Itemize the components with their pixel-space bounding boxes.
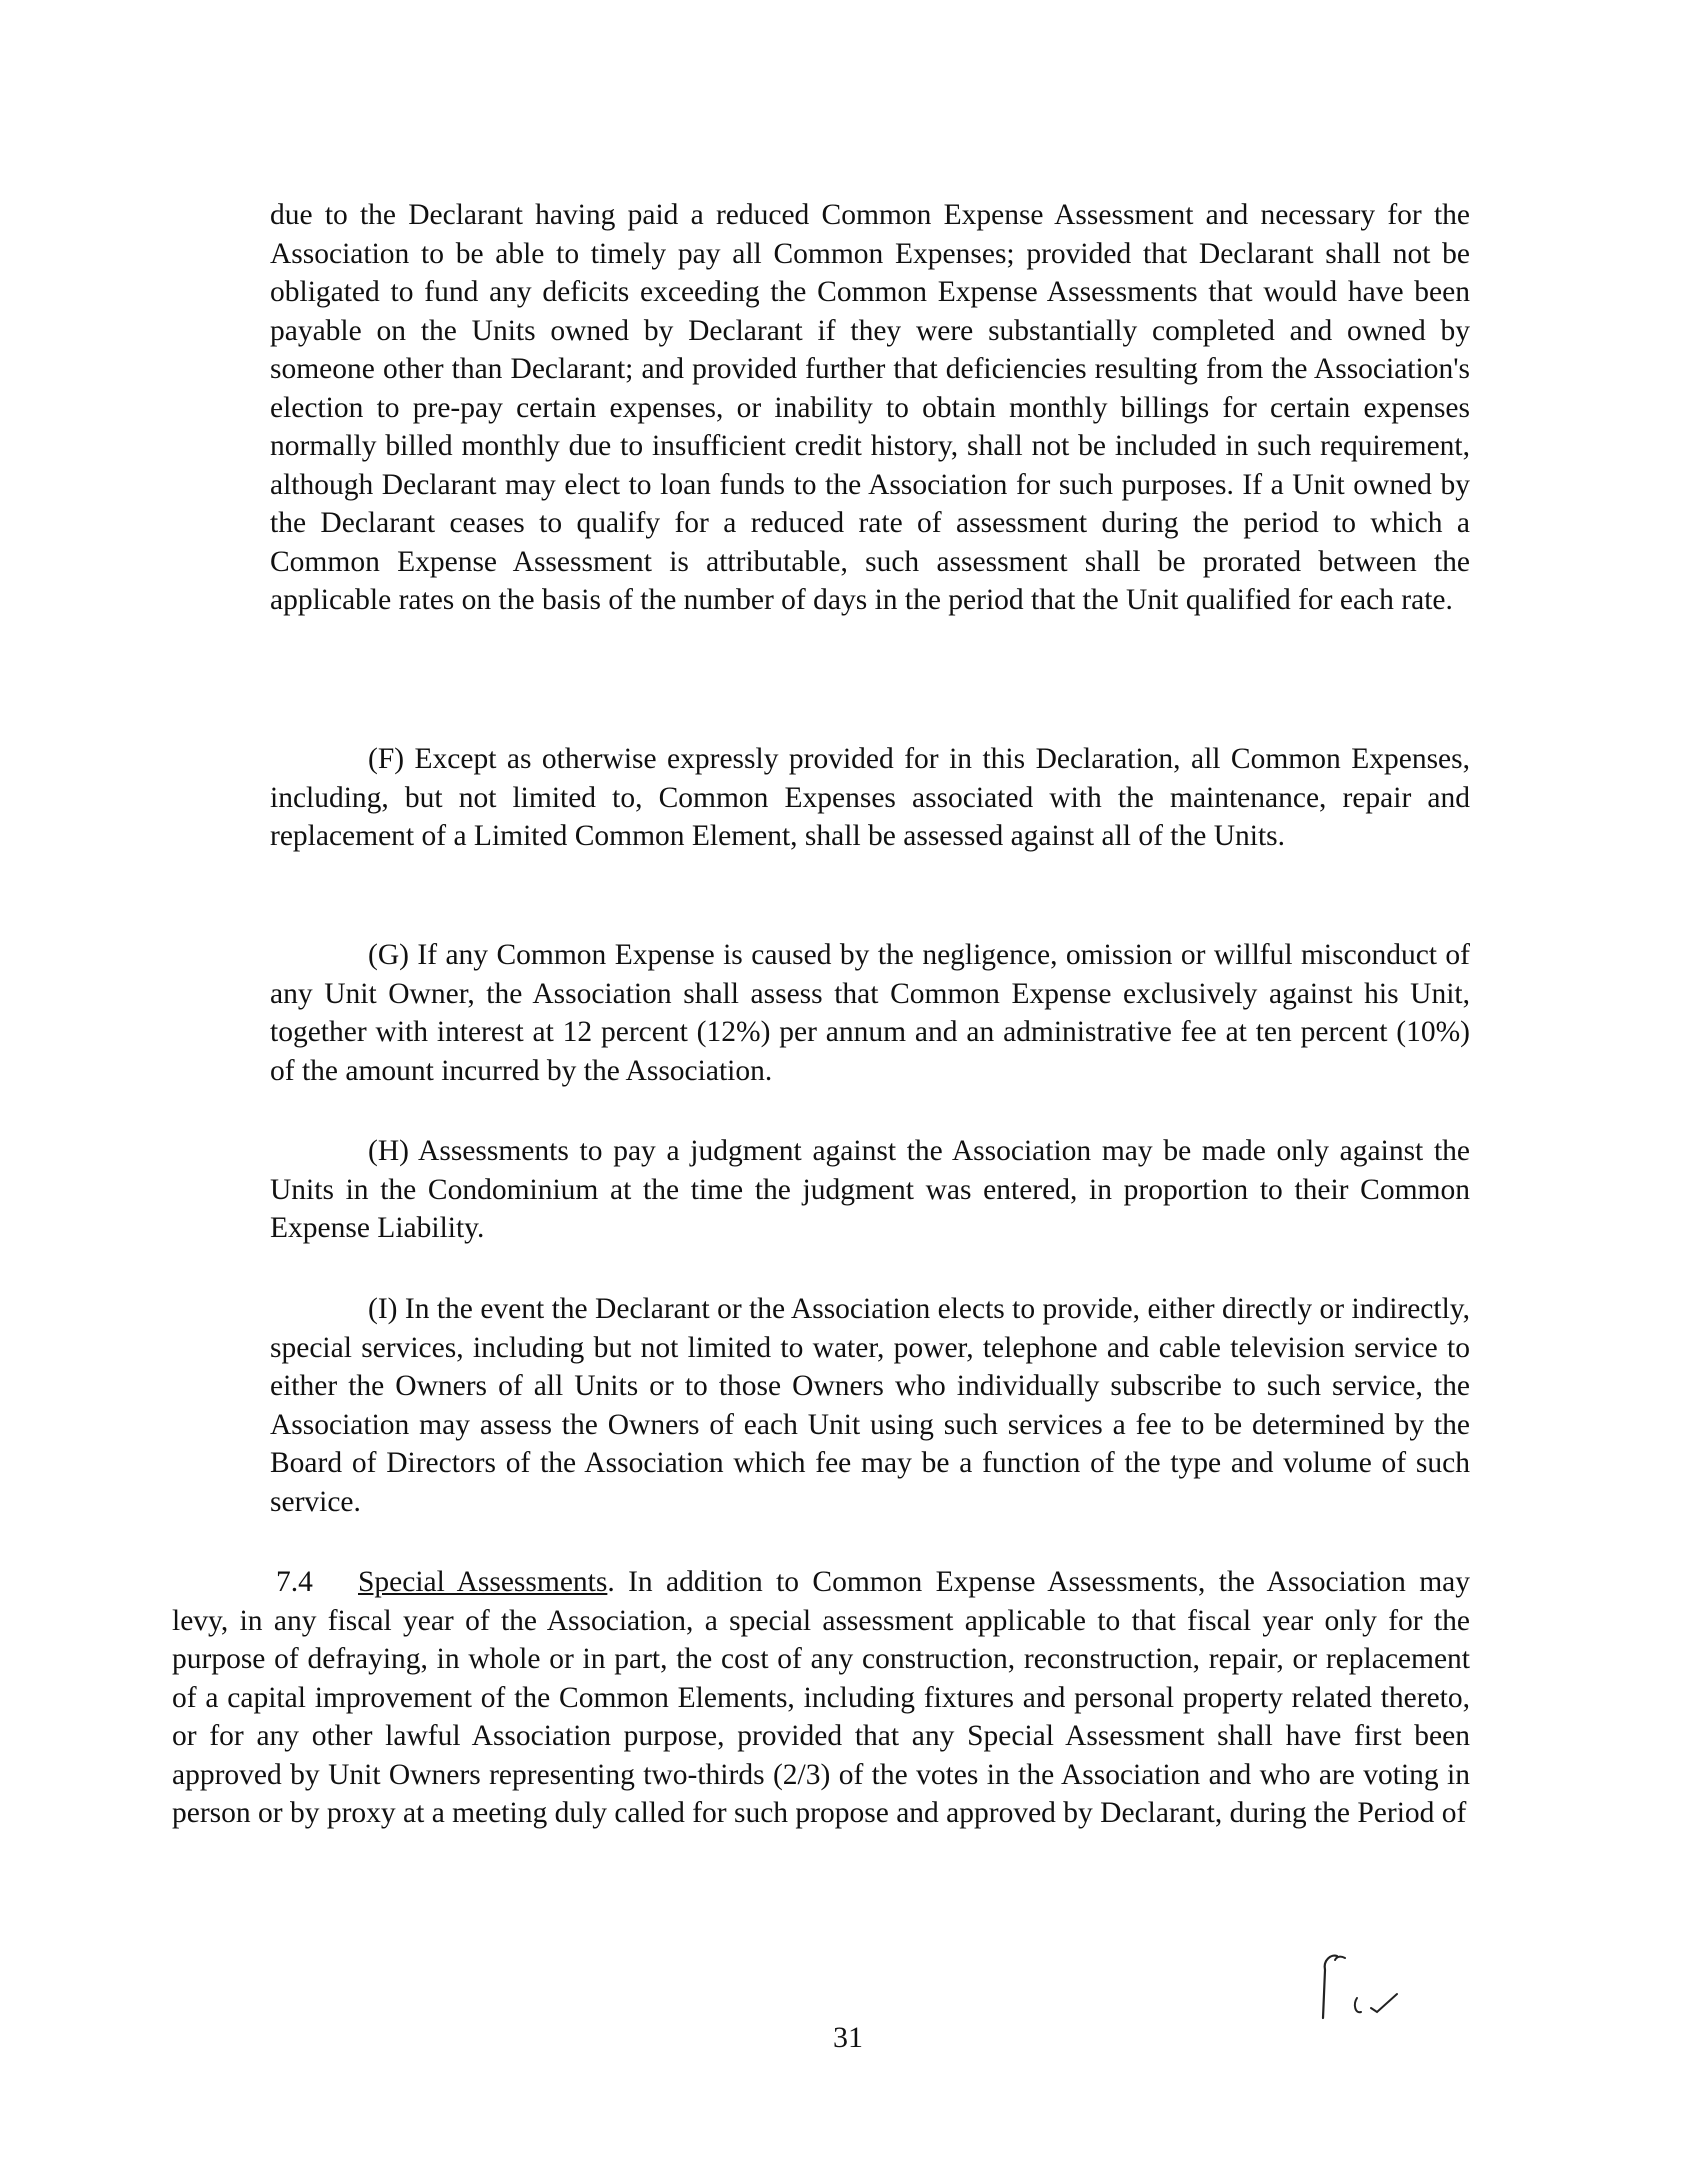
section-title: Special Assessments (358, 1566, 608, 1598)
section-number: 7.4 (276, 1566, 313, 1598)
subsection-g: (G) If any Common Expense is caused by the negligence, omission or willful misconduct of any Unit Owner, the Association shall assess that Common Expense exclusively against his Unit, together with interest at 12 percent (12%) per annum and an administrative fee at ten percent (10%) of the amount incurred by the Association. (270, 939, 1470, 1087)
continuation-paragraph: due to the Declarant having paid a reduced Common Expense Assessment and necessary for the Association to be able to timely pay all Common Expenses; provided that Declarant shall not be obligated to fund any deficits exceeding the Common Expense Assessments that would have been payable on the Units owned by Declarant if they were substantially completed and owned by someone other than Declarant; and provided further that deficiencies resulting from the Association's election to pre-pay certain expenses, or inability to obtain monthly billings for certain expenses normally billed monthly due to insufficient credit history, shall not be included in such requirement, although Declarant may elect to loan funds to the Association for such purposes. If a Unit owned by the Declarant ceases to qualify for a reduced rate of assessment during the period to which a Common Expense Assessment is attributable, such assessment shall be prorated between the applicable rates on the basis of the number of days in the period that the Unit qualified for each rate. (270, 199, 1470, 616)
subsection-h: (H) Assessments to pay a judgment against the Association may be made only against the Units in the Condominium at the time the judgment was entered, in proportion to their Common Expense Liability. (270, 1135, 1470, 1244)
page-number: 31 (833, 2021, 863, 2054)
subsection-f: (F) Except as otherwise expressly provided for in this Declaration, all Common Expenses, including, but not limited to, Common Expenses associated with the maintenance, repair and replacement of a Limited Common Element, shall be assessed against all of the Units. (270, 743, 1470, 852)
section-body: . In addition to Common Expense Assessments, the Association may levy, in any fiscal year of the Association, a special assessment applicable to that fiscal year only for the purpose of defraying, in whole or in part, the cost of any construction, reconstruction, repair, or replacement of a capital improvement of the Common Elements, including fixtures and personal property related thereto, or for any other lawful Association purpose, provided that any Special Assessment shall have first been approved by Unit Owners representing two-thirds (2/3) of the votes in the Association and who are voting in person or by proxy at a meeting duly called for such propose and approved by Declarant, during the Period of (172, 1566, 1470, 1829)
section-7-4 (172, 1563, 1470, 1833)
handwritten-initials (1315, 1948, 1405, 2024)
subsection-i: (I) In the event the Declarant or the Association elects to provide, either directly or indirectly, special services, including but not limited to water, power, telephone and cable television service to either the Owners of all Units or to those Owners who individually subscribe to such service, the Association may assess the Owners of each Unit using such services a fee to be determined by the Board of Directors of the Association which fee may be a function of the type and volume of such service. (270, 1293, 1470, 1518)
